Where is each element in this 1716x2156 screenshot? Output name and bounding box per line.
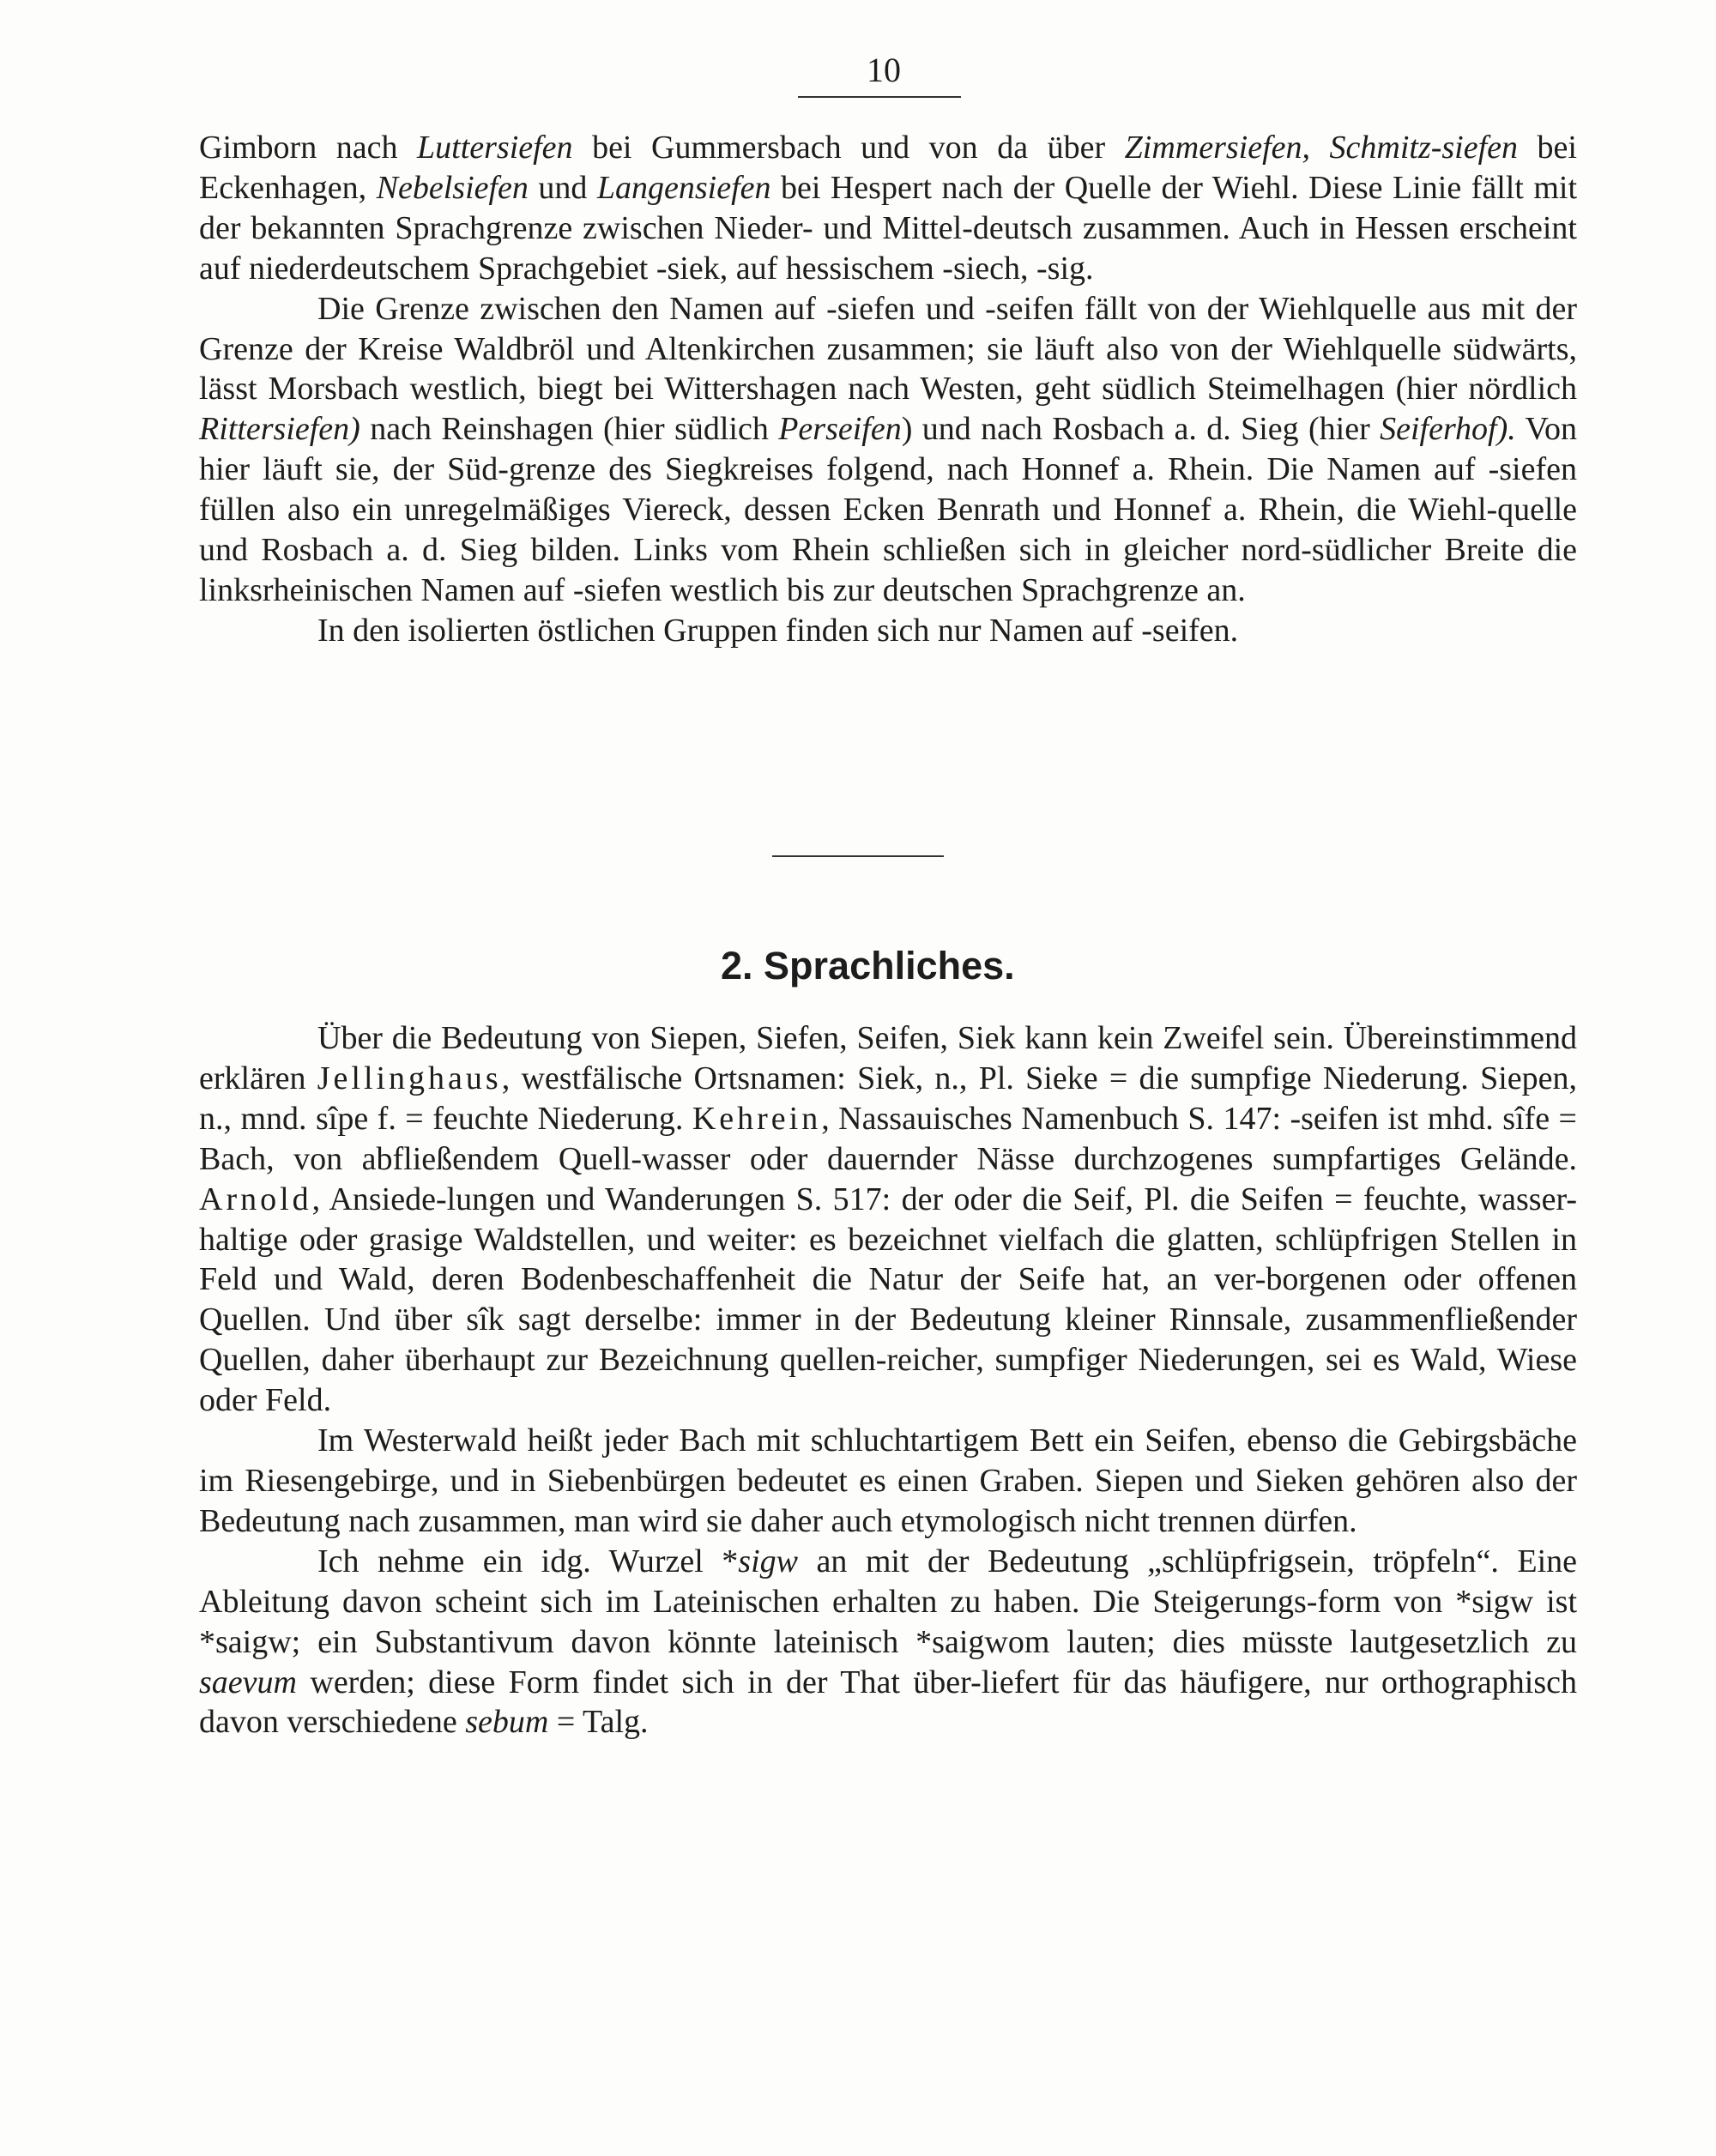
text-run: , westfälische Ortsnamen: Siek, n., Pl. Sieke = die sumpfige Niederung. Siepen, n., mnd. sîpe f. = feuchte Niederung. (199, 1060, 1577, 1137)
text-run: = Talg. (548, 1704, 649, 1741)
text-run: ) und nach Rosbach a. d. Sieg (hier (901, 411, 1381, 448)
text-run: In den isolierten östlichen Gruppen finden sich nur Namen auf -seifen. (317, 612, 1239, 649)
page-number-rule (798, 96, 961, 98)
text-run: nach Reinshagen (hier südlich (360, 411, 779, 448)
italic-run: Rittersiefen) (199, 411, 360, 448)
section-1-text (199, 128, 1577, 651)
text-run: werden; diese Form findet sich in der That über-liefert für das häufigere, nur orthographisch davon verschiedene (199, 1664, 1577, 1741)
text-run: , Ansiede-lungen und Wanderungen S. 517: der oder die Seif, Pl. die Seifen = feuchte, wasser-haltige oder grasige Waldstellen, und weiter: es bezeichnet vielfach die glatten, schlüpfrigen Stellen in Feld und Wald, deren Bodenbeschaffenheit die Natur der Seife hat, an ver-borgenen oder offenen Quellen. Und über sîk sagt derselbe: immer in der Bedeutung kleiner Rinnsale, zusammenfließender Quellen, daher überhaupt zur Bezeichnung quellen-reicher, sumpfiger Niederungen, sei es Wald, Wiese oder Feld. (199, 1181, 1577, 1419)
section-divider-rule (772, 855, 944, 857)
italic-run: sigw (738, 1543, 798, 1579)
paragraph (199, 611, 1577, 651)
text-run: Die Grenze zwischen den Namen auf -siefen und -seifen fällt von der Wiehlquelle aus mit der Grenze der Kreise Waldbröl und Altenkirchen zusammen; sie läuft also von der Wiehlquelle südwärts, lässt Morsbach westlich, biegt bei Wittershagen nach Westen, geht südlich Steimelhagen (hier nördlich (199, 290, 1577, 408)
text-run: bei Hespert nach der Quelle der Wiehl. Diese Linie fällt mit der bekannten Sprachgrenze zwischen Nieder- und Mittel-deutsch zusammen. Auch in Hessen erscheint auf niederdeutschem Sprachgebiet -siek, auf hessischem -siech, -sig. (199, 169, 1578, 287)
paragraph (199, 1018, 1577, 1421)
italic-run: saevum (199, 1664, 297, 1700)
page-number: 10 (867, 51, 901, 89)
paragraph (199, 128, 1577, 289)
text-run: Über die Bedeutung von Siepen, Siefen, Seifen, Siek kann kein Zweifel sein. Übereinstimmend erklären (199, 1020, 1577, 1096)
paragraph (199, 1542, 1577, 1743)
italic-run: Nebelsiefen (376, 169, 529, 206)
italic-run: sebum (465, 1704, 549, 1741)
section-heading: 2. Sprachliches. (721, 944, 1015, 987)
text-run: bei Gummersbach und von da über (572, 130, 1125, 166)
text-run: Im Westerwald heißt jeder Bach mit schluchtartigem Bett ein Seifen, ebenso die Gebirgsbäche im Riesengebirge, und in Siebenbürgen bedeutet es einen Graben. Siepen und Sieken gehören also der Bedeutung nach zusammen, man wird sie daher auch etymologisch nicht trennen dürfen. (199, 1422, 1577, 1539)
text-run: bei Eckenhagen, (199, 130, 1577, 206)
paragraph (199, 289, 1577, 611)
italic-run: Zimmersiefen, Schmitz-siefen (1124, 130, 1519, 166)
author-name: Kehrein (692, 1100, 822, 1137)
text-run: Ich nehme ein idg. Wurzel * (317, 1543, 739, 1579)
text-run: an mit der Bedeutung „schlüpfrigsein, tröpfeln“. Eine Ableitung davon scheint sich im Lateinischen erhalten zu haben. Die Steigerungs-form von *sigw ist *saigw; ein Substantivum davon könnte lateinisch *saigwom lauten; dies müsste lautgesetzlich zu (199, 1543, 1577, 1660)
text-run: und (528, 169, 597, 206)
italic-run: Seiferhof). (1380, 411, 1516, 448)
italic-run: Langensiefen (596, 169, 771, 206)
text-run: , Nassauisches Namenbuch S. 147: -seifen ist mhd. sîfe = Bach, von abfließendem Quell-wasser oder dauernder Nässe durchzogenes sumpfartiges Gelände. (199, 1100, 1577, 1177)
paragraph (199, 1421, 1577, 1542)
text-run: Von hier läuft sie, der Süd-grenze des Siegkreises folgend, nach Honnef a. Rhein. Die Namen auf -siefen füllen also ein unregelmäßiges Viereck, dessen Ecken Benrath und Honnef a. Rhein, die Wiehl-quelle und Rosbach a. d. Sieg bilden. Links vom Rhein schließen sich in gleicher nord-südlicher Breite die linksrheinischen Namen auf -siefen westlich bis zur deutschen Sprachgrenze an. (199, 411, 1577, 608)
author-name: Jellinghaus (317, 1060, 502, 1096)
section-2-text (199, 1018, 1577, 1742)
author-name: Arnold (199, 1181, 312, 1217)
italic-run: Perseifen (778, 411, 902, 448)
text-run: Gimborn nach (199, 130, 417, 166)
italic-run: Luttersiefen (417, 130, 573, 166)
